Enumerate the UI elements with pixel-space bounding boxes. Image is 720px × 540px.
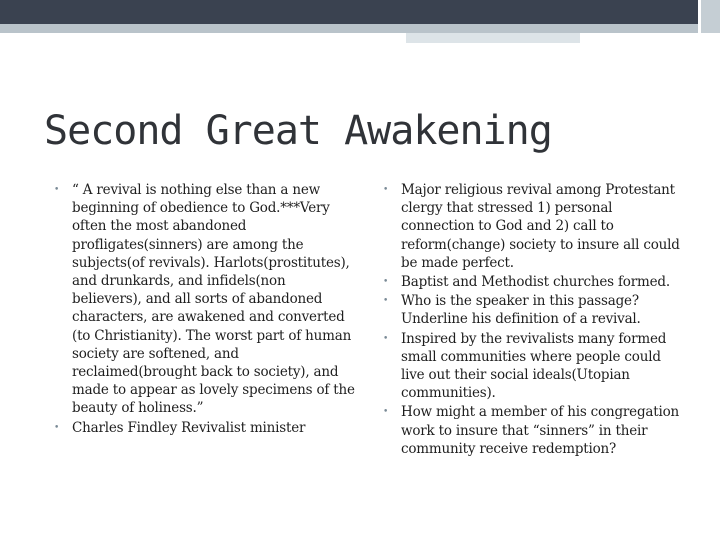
- list-item: [383, 403, 683, 458]
- list-item: [383, 292, 683, 328]
- bullet-icon: •: [383, 333, 389, 344]
- bullet-icon: •: [383, 296, 389, 307]
- list-item-text: Who is the speaker in this passage? Underline his definition of a revival.: [401, 293, 641, 328]
- list-item-text: “ A revival is nothing else than a new beginning of obedience to God.***Very often the most abandoned profligates(sinners) are among the subjects(of revivals). Harlots(prostitutes), and drunkards, and infidels(non believers), and all sorts of abandoned characters, are awakened and converted (to Christianity). The worst part of human society are softened, and reclaimed(brought back to society), and made to appear as lovely specimens of the beauty of holiness.”: [72, 182, 355, 417]
- header-bar-accent: [406, 33, 580, 43]
- list-item: [383, 273, 683, 291]
- corner-block: [701, 0, 720, 33]
- list-item: [54, 419, 359, 437]
- list-item: [383, 330, 683, 403]
- slide-title: Second Great Awakening: [44, 108, 552, 154]
- bullet-icon: •: [383, 407, 389, 418]
- list-item-text: How might a member of his congregation work to insure that “sinners” in their community receive redemption?: [401, 404, 679, 457]
- bullet-icon: •: [54, 185, 60, 195]
- bullet-icon: •: [383, 277, 389, 288]
- header-bar-dark: [0, 0, 698, 24]
- left-bullet-list: [54, 181, 359, 438]
- list-item-text: Charles Findley Revivalist minister: [72, 419, 306, 436]
- header-bar-light: [0, 24, 698, 33]
- bullet-icon: •: [383, 185, 389, 195]
- list-item: [383, 181, 683, 272]
- list-item-text: Major religious revival among Protestant clergy that stressed 1) personal connection to God and 2) call to reform(change) society to insure all could be made perfect.: [401, 182, 680, 271]
- list-item-text: Inspired by the revivalists many formed small communities where people could live out their social ideals(Utopian communities).: [401, 330, 667, 402]
- bullet-icon: •: [54, 422, 60, 433]
- list-item: [54, 181, 359, 418]
- right-bullet-list: [383, 181, 683, 459]
- list-item-text: Baptist and Methodist churches formed.: [401, 274, 670, 291]
